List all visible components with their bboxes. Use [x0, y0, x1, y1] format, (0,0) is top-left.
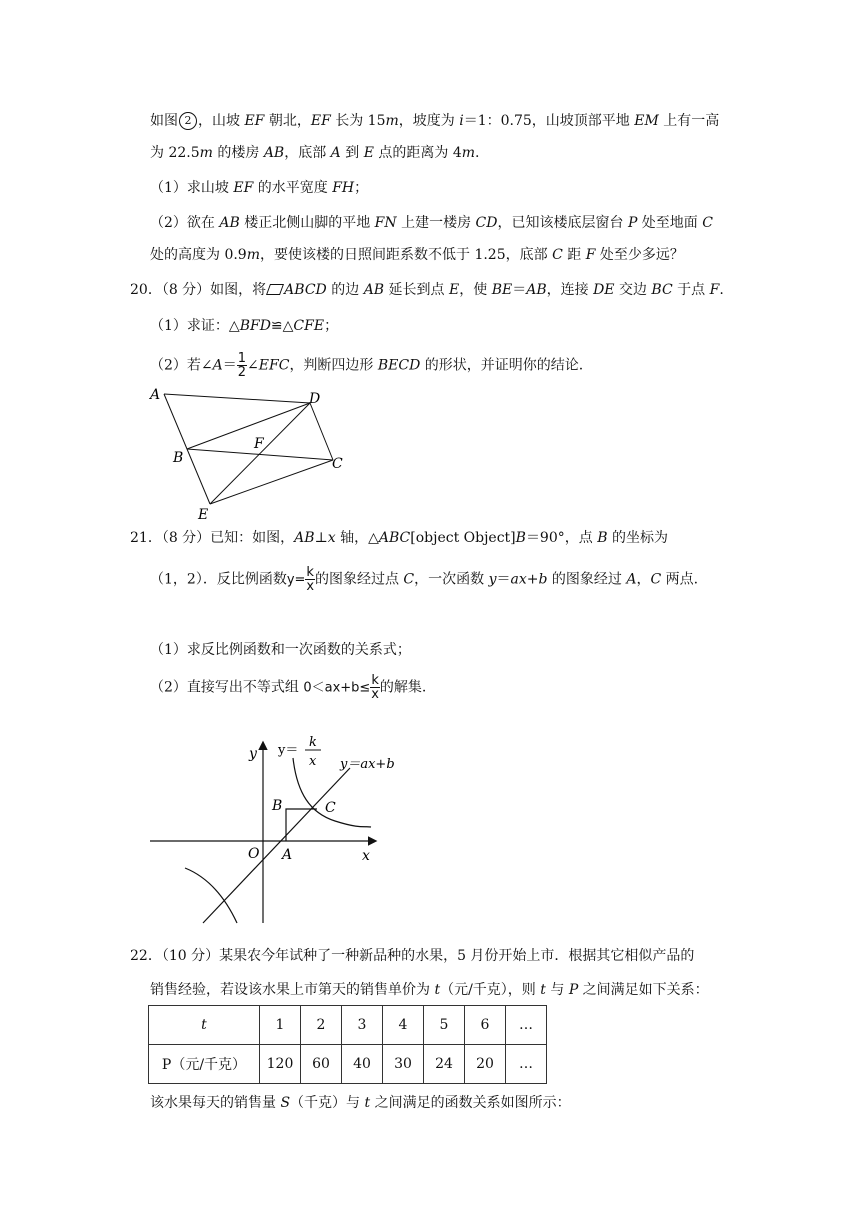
p19-line1: 如图 2 ，山坡 EF 朝北，EF 长为 15m，坡度为 i＝1：0.75，山坡顶部平地 EM 上有一高 — [150, 113, 720, 129]
p19-question2: （2）欲在 AB 楼正北侧山脚的平地 FN 上建一楼房 CD，已知该楼底层窗台 P 处至地面 C — [150, 215, 713, 231]
table-cell: 24 — [424, 1045, 465, 1084]
table-cell: 30 — [383, 1045, 424, 1084]
p19-line2: 为 22.5m 的楼房 AB，底部 A 到 E 点的距离为 4m. — [150, 145, 480, 161]
fraction-half: $\frac{1}{2}$ — [237, 351, 247, 380]
function-graph — [145, 718, 395, 928]
label-C: C — [325, 800, 336, 816]
parallelogram-figure — [140, 382, 360, 522]
label-D: D — [309, 391, 321, 407]
table-header-t: t — [149, 1006, 260, 1045]
curve-label-x: x — [309, 754, 317, 769]
table-cell: 2 — [301, 1006, 342, 1045]
table-header-p: P（元/千克） — [149, 1045, 260, 1084]
parallelogram-icon — [266, 284, 284, 295]
label-F: F — [254, 436, 264, 452]
table-row — [149, 1045, 547, 1084]
label-C: C — [332, 456, 343, 472]
table-cell: 60 — [301, 1045, 342, 1084]
p20-question2: （2）若∠A＝ $\frac{1}{2}$ ∠EFC，判断四边形 BECD 的形状，并证明你的结论. — [150, 351, 584, 380]
label-O: O — [248, 846, 260, 862]
p21-statement: 21．（8 分）已知：如图，AB⊥x 轴，△ABC[object Object]B＝90°，点 B 的坐标为 — [130, 530, 668, 546]
table-cell: 6 — [465, 1006, 506, 1045]
p19-question1: （1）求山坡 EF 的水平宽度 FH； — [150, 180, 369, 196]
line-label: y＝ax+b — [340, 757, 395, 772]
axis-label-y: y — [249, 746, 257, 762]
table-cell: 120 — [260, 1045, 301, 1084]
curve-label-k: k — [309, 735, 317, 750]
table-cell: 40 — [342, 1045, 383, 1084]
p19-question2-cont: 处的高度为 0.9m，要使该楼的日照间距系数不低于 1.25，底部 C 距 F 处至少多远？ — [150, 247, 684, 263]
table-cell: … — [506, 1045, 547, 1084]
label-A: A — [282, 847, 293, 863]
curve-label-y: y＝ — [278, 743, 299, 758]
p20-statement: 20．（8 分）如图，将 ABCD 的边 AB 延长到点 E，使 BE＝AB，连接 DE 交边 BC 于点 F. — [130, 282, 724, 298]
p21-question2: （2）直接写出不等式组 0＜ax+b≤ $\frac{k}{x}$ 的解集. — [150, 673, 427, 702]
p21-statement-cont: （1，2）．反比例函数y= $\frac{k}{x}$ 的图象经过点 C，一次函数 y＝ax+b 的图象经过 A，C 两点. — [150, 565, 699, 594]
p22-sales-text: 该水果每天的销售量 S（千克）与 t 之间满足的函数关系如图所示： — [150, 1095, 571, 1111]
label-E: E — [198, 507, 209, 523]
circled-number: 2 — [179, 112, 197, 130]
table-row — [149, 1006, 547, 1045]
p20-question1: （1）求证：△BFD≌△CFE； — [150, 318, 339, 334]
table-cell: 3 — [342, 1006, 383, 1045]
table-cell: 20 — [465, 1045, 506, 1084]
price-table — [148, 1005, 547, 1084]
table-cell: … — [506, 1006, 547, 1045]
p22-statement: 22．（10 分）某果农今年试种了一种新品种的水果，5 月份开始上市．根据其它相似产品的 — [130, 948, 695, 964]
label-B: B — [272, 798, 283, 814]
label-A: A — [150, 387, 161, 403]
p21-question1: （1）求反比例函数和一次函数的关系式； — [150, 642, 411, 658]
fraction-k-over-x-2: $\frac{k}{x}$ — [371, 673, 379, 702]
table-cell: 5 — [424, 1006, 465, 1045]
label-B: B — [173, 450, 184, 466]
fraction-k-over-x: $\frac{k}{x}$ — [306, 565, 315, 594]
table-cell: 1 — [260, 1006, 301, 1045]
p22-statement-cont: 销售经验，若设该水果上市第天的销售单价为 t（元/千克），则 t 与 P 之间满足如下关系： — [150, 982, 709, 998]
table-cell: 4 — [383, 1006, 424, 1045]
axis-label-x: x — [362, 848, 370, 864]
